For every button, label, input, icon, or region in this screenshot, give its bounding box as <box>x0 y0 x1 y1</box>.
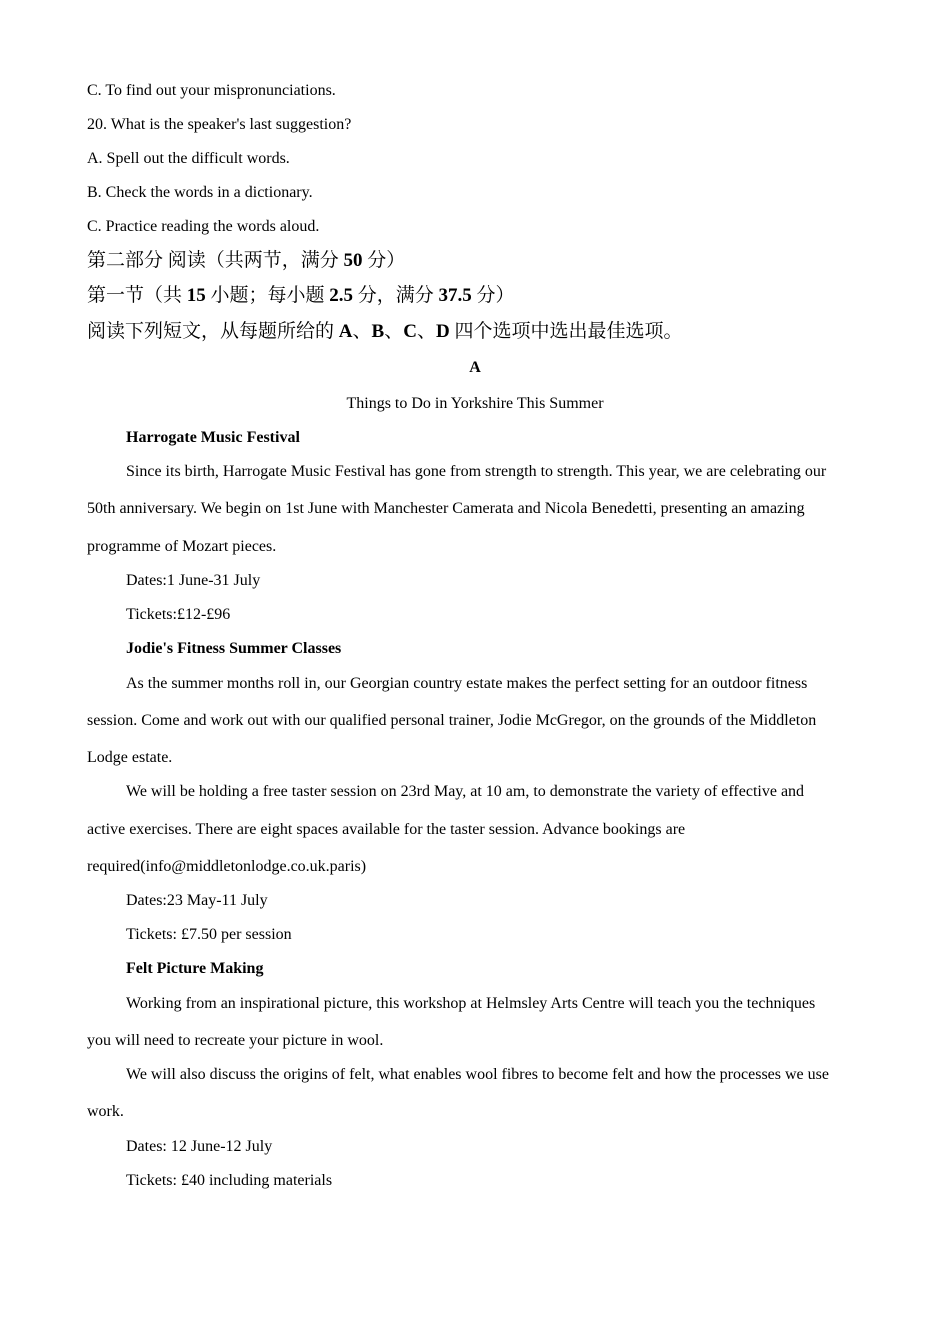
sub-each: 2.5 <box>329 285 354 306</box>
instr-a: A <box>338 321 353 342</box>
event-text-line: As the summer months roll in, our Georgian country estate makes the perfect setting for an outdoor fitness <box>126 675 808 692</box>
event-text-line: work. <box>87 1103 124 1120</box>
event-text-line: We will also discuss the origins of felt, what enables wool fibres to become felt and how the processes we use <box>126 1066 829 1083</box>
event-heading: Jodie's Fitness Summer Classes <box>126 640 342 657</box>
passage-letter: A <box>469 359 481 376</box>
sub-count: 15 <box>186 285 206 306</box>
event-text-line: Since its birth, Harrogate Music Festival has gone from strength to strength. This year, we are celebrating our <box>126 463 827 480</box>
event-text-line: We will be holding a free taster session on 23rd May, at 10 am, to demonstrate the variety of effective and <box>126 783 805 800</box>
part-points: 50 <box>343 250 363 271</box>
section-one-heading <box>87 284 515 308</box>
q19-option-c: C. To find out your mispronunciations. <box>87 82 336 99</box>
q20-option-b: B. Check the words in a dictionary. <box>87 184 313 201</box>
sub-prefix: 第一节（共 <box>87 285 187 306</box>
event-dates: Dates:23 May-11 July <box>126 892 268 909</box>
event-heading: Harrogate Music Festival <box>126 429 300 446</box>
event-dates: Dates:1 June-31 July <box>126 572 261 589</box>
instr-d: D <box>435 321 450 342</box>
reading-part-heading <box>87 249 405 273</box>
reading-instructions <box>87 320 682 344</box>
event-text-line: Lodge estate. <box>87 749 173 766</box>
part-suffix: 分） <box>362 250 406 271</box>
instr-prefix: 阅读下列短文，从每题所给的 <box>87 321 339 342</box>
event-text-line: required(info@middletonlodge.co.uk.paris) <box>87 858 367 875</box>
passage-title: Things to Do in Yorkshire This Summer <box>346 395 604 412</box>
instr-sep: 、 <box>384 321 404 342</box>
instr-suffix: 四个选项中选出最佳选项。 <box>449 321 683 342</box>
event-dates: Dates: 12 June-12 July <box>126 1138 273 1155</box>
instr-sep: 、 <box>352 321 372 342</box>
q20-option-c: C. Practice reading the words aloud. <box>87 218 320 235</box>
q20-stem: 20. What is the speaker's last suggestion? <box>87 116 352 133</box>
instr-sep: 、 <box>416 321 436 342</box>
event-tickets: Tickets:£12-£96 <box>126 606 231 623</box>
instr-c: C <box>403 321 417 342</box>
event-text-line: you will need to recreate your picture in wool. <box>87 1032 384 1049</box>
event-tickets: Tickets: £40 including materials <box>126 1172 333 1189</box>
event-text-line: programme of Mozart pieces. <box>87 538 277 555</box>
part-prefix: 第二部分 阅读（共两节，满分 <box>87 250 344 271</box>
event-tickets: Tickets: £7.50 per session <box>126 926 292 943</box>
event-text-line: session. Come and work out with our qualified personal trainer, Jodie McGregor, on the grounds of the Middleton <box>87 712 817 729</box>
sub-mid2: 分，满分 <box>353 285 439 306</box>
instr-b: B <box>371 321 385 342</box>
event-heading: Felt Picture Making <box>126 960 264 977</box>
event-text-line: Working from an inspirational picture, this workshop at Helmsley Arts Centre will teach you the techniques <box>126 995 816 1012</box>
event-text-line: 50th anniversary. We begin on 1st June with Manchester Camerata and Nicola Benedetti, presenting an amazing <box>87 500 805 517</box>
sub-suffix: 分） <box>471 285 515 306</box>
event-text-line: active exercises. There are eight spaces available for the taster session. Advance bookings are <box>87 821 686 838</box>
sub-mid1: 小题；每小题 <box>205 285 330 306</box>
q20-option-a: A. Spell out the difficult words. <box>87 150 290 167</box>
sub-total: 37.5 <box>438 285 472 306</box>
